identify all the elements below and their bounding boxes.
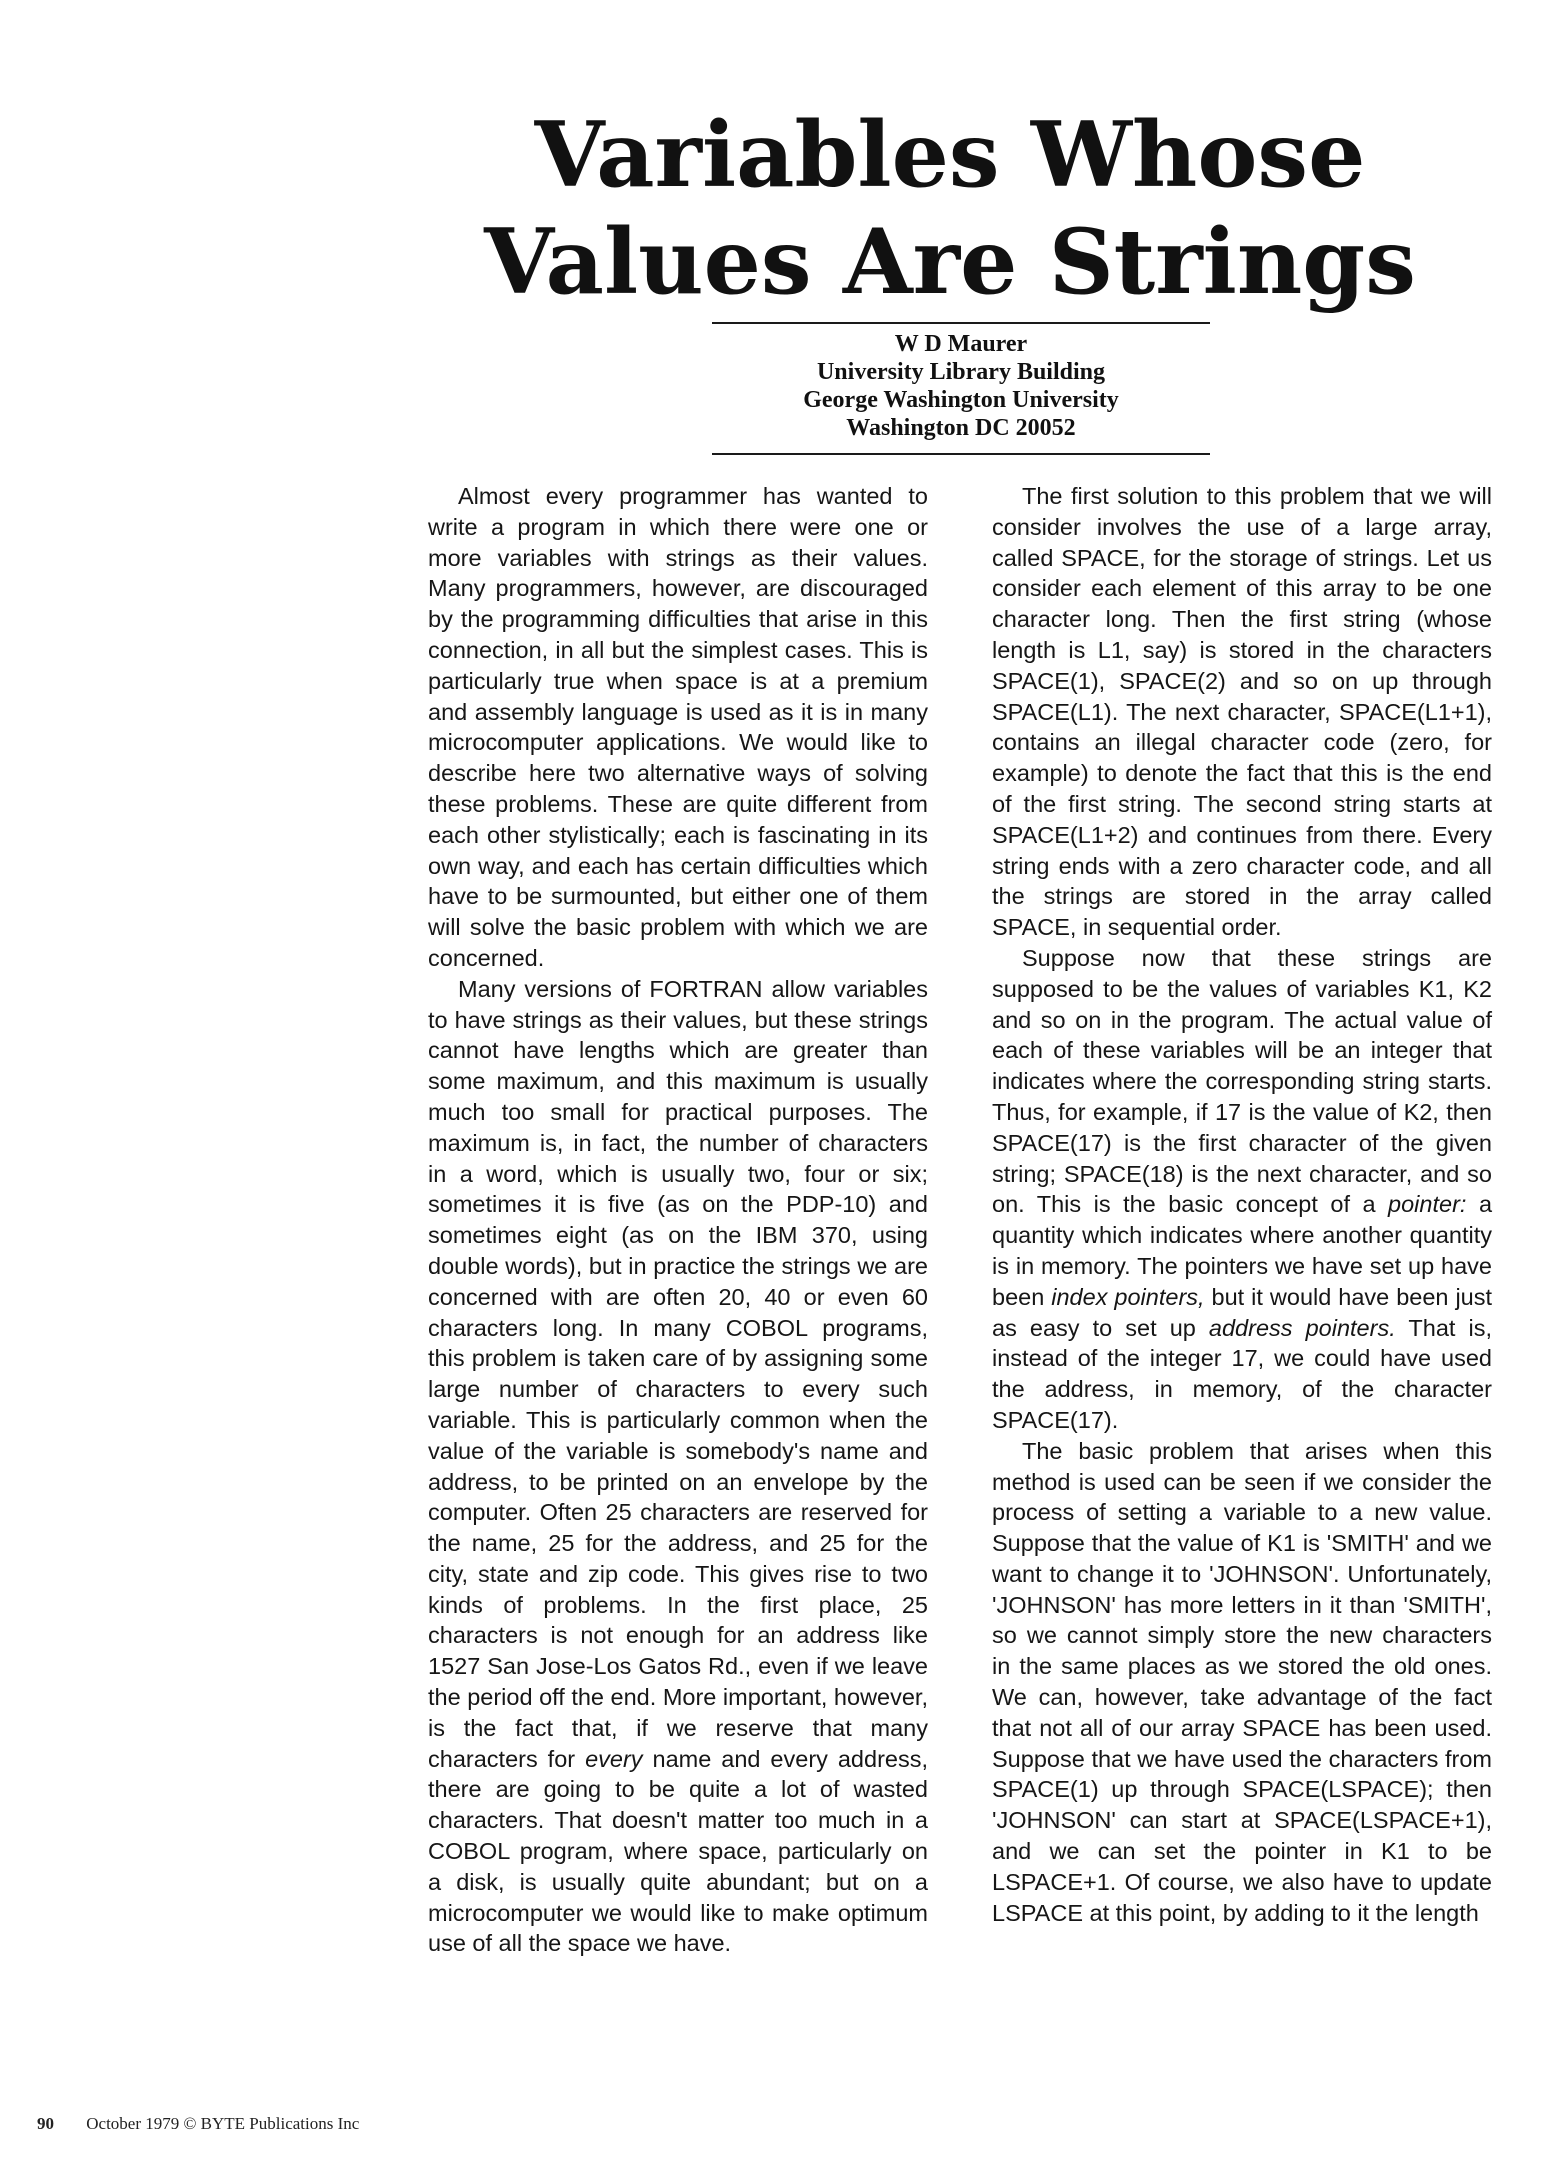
paragraph-text: Many versions of FORTRAN allow variables to have strings as their values, but these strings cannot have lengths which are greater than some maximum, and this maximum is usually much too small for practical purposes. The maximum is, in fact, the number of characters in a word, which is usually two, four or six; sometimes it is five (as on the PDP-10) and sometimes eight (as on the IBM 370, using double words), but in practice the strings we are concerned with are often 20, 40 or even 60 characters long. In many COBOL programs, this problem is taken care of by assigning some large number of characters to every such variable. This is particularly common when the value of the variable is somebody's name and address, to be printed on an envelope by the computer. Often 25 characters are reserved for the name, 25 for the address, and 25 for the city, state and zip code. This gives rise to two kinds of problems. In the first place, 25 characters is not enough for an address like 1527 San Jose-Los Gatos Rd., even if we leave the period off the end. More important, however, is the fact that, if we reserve that many characters for <box>428 975 928 1772</box>
page-number: 90 <box>37 2114 54 2133</box>
emphasis-text: address pointers. <box>1208 1314 1396 1341</box>
publication-credit: October 1979 © BYTE Publications Inc <box>86 2114 360 2133</box>
paragraph: The first solution to this problem that we will consider involves the use of a large array, called SPACE, for the storage of strings. Let us consider each element of this array to be one character long. Then the first string (whose length is L1, say) is stored in the characters SPACE(1), SPACE(2) and so on up through SPACE(L1). The next character, SPACE(L1+1), contains an illegal character code (zero, for example) to denote the fact that this is the end of the first string. The second string starts at SPACE(L1+2) and continues from there. Every string ends with a zero character code, and all the strings are stored in the array called SPACE, in sequential order. <box>992 483 1492 941</box>
emphasis-text: index pointers, <box>1051 1283 1205 1310</box>
right-column <box>992 481 1492 1928</box>
emphasis-text: pointer: <box>1388 1191 1467 1218</box>
left-column <box>428 481 928 1959</box>
emphasis-text: every <box>585 1745 643 1772</box>
paragraph <box>428 974 928 1960</box>
author-city: Washington DC 20052 <box>846 415 1076 441</box>
paragraph-text: That is, instead of the integer 17, we could have used the address, in memory, of the character SPACE(17). <box>992 1314 1492 1433</box>
article-title: Variables Whose Values Are Strings <box>484 102 1416 315</box>
author-name: W D Maurer <box>894 331 1028 357</box>
paragraph-text: name and every address, there are going to be quite a lot of wasted characters. That doesn't matter too much in a COBOL program, where space, particularly on a disk, is usually quite abundant; but on a microcomputer we would like to make optimum use of all the space we have. <box>428 1745 928 1957</box>
paragraph-text: Suppose now that these strings are supposed to be the values of variables K1, K2 and so on in the program. The actual value of each of these variables will be an integer that indicates where the corresponding string starts. Thus, for example, if 17 is the value of K2, then SPACE(17) is the first character of the given string; SPACE(18) is the next character, and so on. This is the basic concept of a <box>992 944 1492 1218</box>
page-footer <box>37 2114 359 2134</box>
paragraph: Almost every programmer has wanted to write a program in which there were one or more variables with strings as their values. Many programmers, however, are discouraged by the programming difficulties that arise in this connection, in all but the simplest cases. This is particularly true when space is at a premium and assembly language is used as it is in many microcomputer applications. We would like to describe here two alternative ways of solving these problems. These are quite different from each other stylistically; each is fascinating in its own way, and each has certain difficulties which have to be surmounted, but either one of them will solve the basic problem with which we are concerned. <box>428 483 928 971</box>
paragraph <box>992 943 1492 1436</box>
author-building: University Library Building <box>816 359 1106 385</box>
author-university: George Washington University <box>803 387 1119 413</box>
byline <box>712 322 1210 455</box>
paragraph: The basic problem that arises when this method is used can be seen if we consider the process of setting a variable to a new value. Suppose that the value of K1 is 'SMITH' and we want to change it to 'JOHNSON'. Unfortunately, 'JOHNSON' has more letters in it than 'SMITH', so we cannot simply store the new characters in the same places as we stored the old ones. We can, however, take advantage of the fact that not all of our array SPACE has been used. Suppose that we have used the characters from SPACE(1) up through SPACE(LSPACE); then 'JOHNSON' can start at SPACE(LSPACE+1), and we can set the pointer in K1 to be LSPACE+1. Of course, we also have to update LSPACE at this point, by adding to it the length <box>992 1437 1492 1926</box>
byline-bottom-rule <box>712 453 1210 455</box>
paragraph-text: but it would have been just as easy to set up <box>992 1283 1493 1341</box>
byline-top-rule <box>712 322 1210 324</box>
paragraph-text: a quantity which indicates where another quantity is in memory. The pointers we have set up have been <box>992 1191 1493 1310</box>
